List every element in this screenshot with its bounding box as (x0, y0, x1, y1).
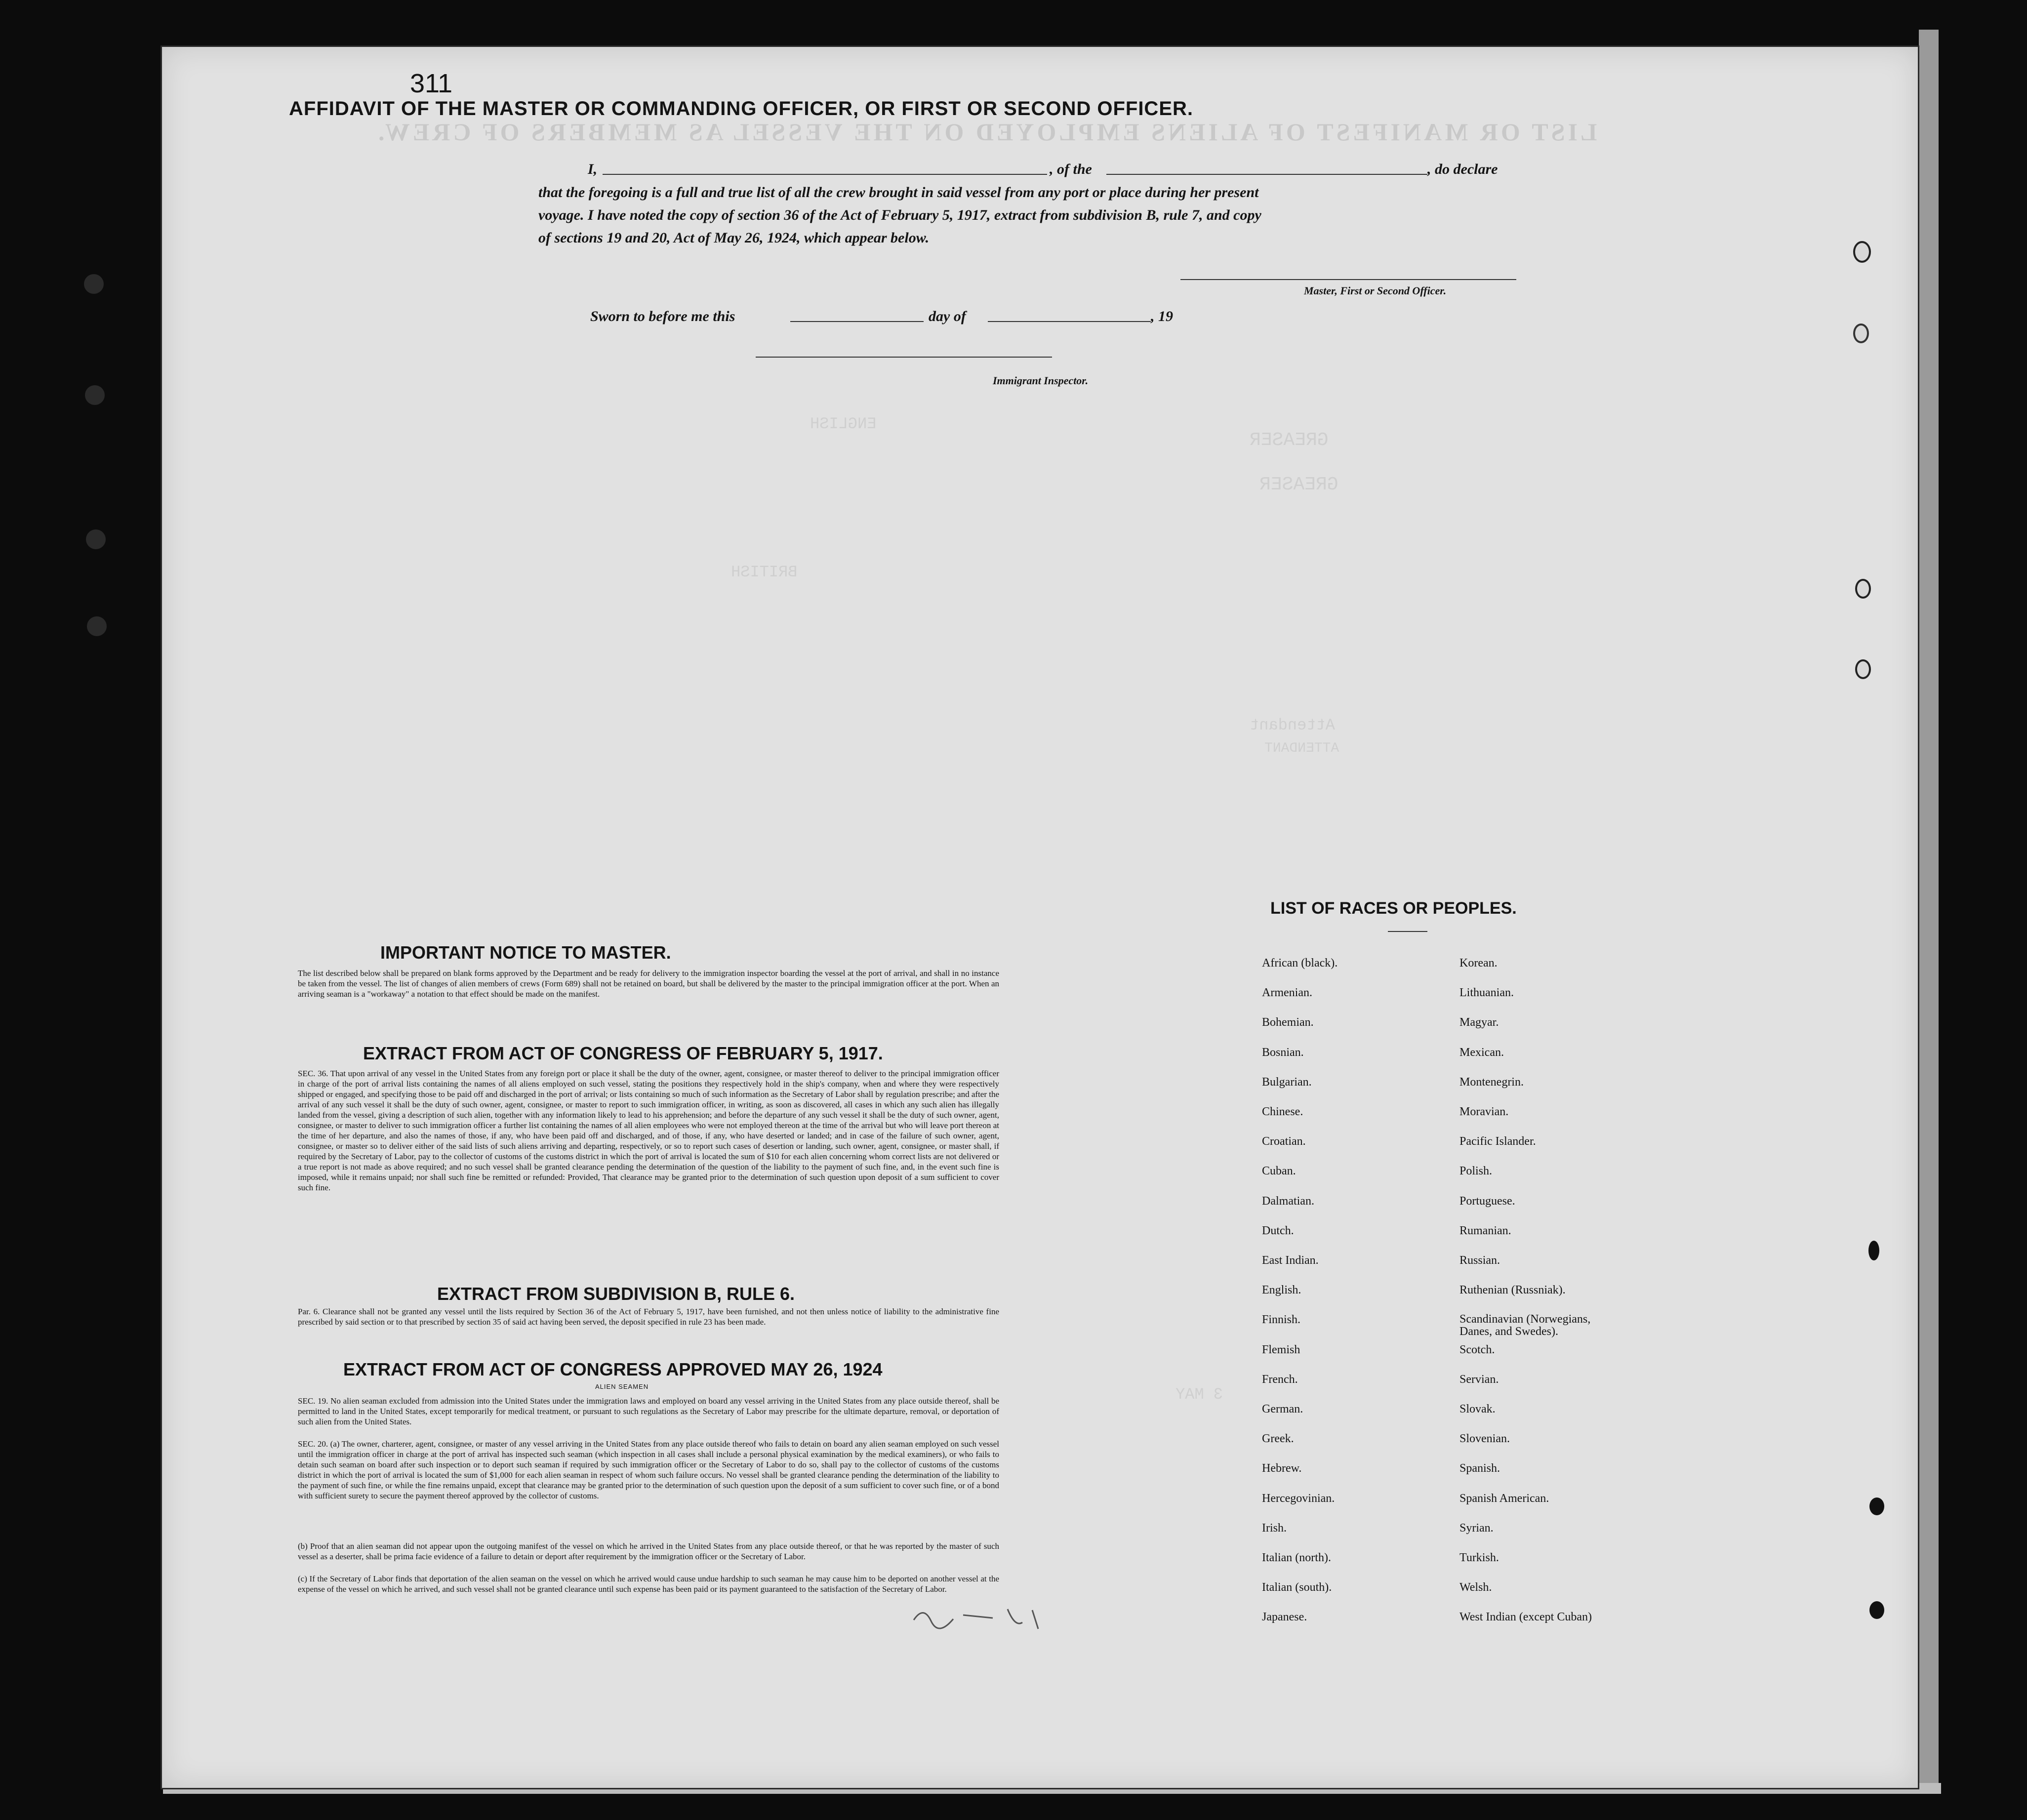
extract-1924-sec19: SEC. 19. No alien seaman excluded from admission into the United States under the immigration laws and employed on board any vessel arriving in the United States from any place outside thereof, shall be permitted to land in the United States, except temporarily for medical treatment, or pursuant to such regulations as the Secretary of Labor may prescribe for the ultimate departure, removal, or deportation of such alien from the United States. (298, 1396, 999, 1426)
race-item: Italian (south). (1262, 1581, 1332, 1594)
affidavit-line-3: voyage. I have noted the copy of section 36 of the Act of February 5, 1917, extract from subdivision B, rule 7, and copy (538, 207, 1261, 223)
race-item: Cuban. (1262, 1165, 1296, 1178)
bleed-through-word: GREASER (1250, 430, 1329, 451)
declarant-label: I, (588, 161, 598, 177)
race-item: Korean. (1459, 957, 1498, 970)
race-item: East Indian. (1262, 1254, 1319, 1267)
binder-hole (1868, 1241, 1879, 1260)
important-notice-title: IMPORTANT NOTICE TO MASTER. (380, 942, 671, 963)
ring-punch (84, 274, 104, 294)
race-item: German. (1262, 1403, 1303, 1416)
manifest-page (161, 45, 1919, 1789)
extract-1924-sec20b: (b) Proof that an alien seaman did not appear upon the outgoing manifest of the vessel on which he arrived in the United States from any place outside thereof, or that he was reported by the master of such vessel as a deserter, shall be prima facie evidence of a failure to detain or deport after requirement by the immigration officer or the Secretary of Labor. (298, 1541, 999, 1561)
page-stack-edge (1919, 30, 1939, 1788)
race-item: Bosnian. (1262, 1046, 1304, 1059)
affidavit-title: AFFIDAVIT OF THE MASTER OR COMMANDING OFFICER, OR FIRST OR SECOND OFFICER. (289, 98, 1193, 120)
bleed-through-word: GREASER (1259, 474, 1338, 495)
master-signature-field[interactable] (1180, 279, 1516, 280)
important-notice-body: The list described below shall be prepared on blank forms approved by the Department and be ready for delivery to the immigration inspector boarding the vessel at the port of arrival, and shall in no instance be taken from the vessel. The list of changes of alien members of crews (Form 689) shall not be retained on board, but shall be delivered by the master to the principal immigration officer at the port. When an arriving seaman is a "workaway" a notation to that effect should be made on the manifest. (298, 969, 999, 999)
race-item: Hebrew. (1262, 1462, 1302, 1475)
race-item: French. (1262, 1373, 1298, 1386)
race-item: Lithuanian. (1459, 986, 1514, 1000)
race-item: Magyar. (1459, 1016, 1499, 1029)
race-item: Mexican. (1459, 1046, 1504, 1059)
inspector-signature-field[interactable] (756, 357, 1052, 358)
day-of-label: day of (929, 308, 966, 324)
vessel-of-label: , of the (1050, 161, 1092, 177)
extract-1917-title: EXTRACT FROM ACT OF CONGRESS OF FEBRUARY 5, 1917. (363, 1043, 883, 1063)
inspector-signature-label: Immigrant Inspector. (993, 374, 1089, 387)
race-item: Servian. (1459, 1373, 1499, 1386)
race-item: Ruthenian (Russniak). (1459, 1284, 1566, 1297)
race-item: Portuguese. (1459, 1194, 1515, 1208)
race-item: English. (1262, 1284, 1301, 1297)
race-item: Turkish. (1459, 1551, 1499, 1564)
extract-1924-title: EXTRACT FROM ACT OF CONGRESS APPROVED MAY 26, 1924 (343, 1359, 883, 1379)
year-label: , 19 (1151, 308, 1173, 324)
race-item: Russian. (1459, 1254, 1500, 1267)
binder-hole (1855, 659, 1871, 679)
bleed-through-word: ENGLISH (810, 415, 877, 433)
vessel-name-field[interactable] (1106, 174, 1427, 175)
declarant-name-field[interactable] (603, 174, 1047, 175)
binder-hole (1869, 1497, 1884, 1515)
extract-rule6-title: EXTRACT FROM SUBDIVISION B, RULE 6. (437, 1284, 795, 1304)
ring-punch (87, 616, 107, 636)
race-item: Montenegrin. (1459, 1075, 1524, 1089)
race-item: Dalmatian. (1262, 1194, 1314, 1208)
extract-1924-sec20a: SEC. 20. (a) The owner, charterer, agent, consignee, or master of any vessel arriving in the United States from any place outside thereof who fails to detain on board any alien seaman employed on such vessel until the immigration officer in charge at the port of arrival has inspected such seaman (which inspection in all cases shall include a personal physical examination by the medical examiners), or who fails to detain such seaman on board after such inspection or to deport such seaman if required by such immigration officer or the Secretary of Labor to do so, shall pay to the collector of customs of the customs district in which the port of arrival is located the sum of $1,000 for each alien seaman in respect of whom such failure occurs. No vessel shall be granted clearance pending the determination of the liability to the payment of such fine, or while the fine remains unpaid, except that clearance may be granted prior to the determination of such question upon the deposit of a sum sufficient to cover such fine, or of a bond with sufficient surety to secure the payment thereof approved by the collector of customs. (298, 1439, 999, 1500)
ring-punch (85, 385, 105, 405)
page-number: 311 (410, 69, 453, 98)
bleed-through-header: LIST OR MANIFEST OF ALIENS EMPLOYED ON THE VESSEL AS MEMBERS OF CREW. (375, 118, 1597, 146)
race-item: Welsh. (1459, 1581, 1492, 1594)
extract-1924-subtitle: ALIEN SEAMEN (595, 1383, 649, 1390)
race-item: Scotch. (1459, 1343, 1495, 1356)
master-signature-label: Master, First or Second Officer. (1304, 284, 1447, 297)
sworn-label: Sworn to before me this (590, 308, 735, 324)
race-item: Dutch. (1262, 1224, 1294, 1237)
race-item: Finnish. (1262, 1313, 1301, 1327)
extract-1924-sec20c: (c) If the Secretary of Labor finds that deportation of the alien seaman on the vessel on which he arrived would cause undue hardship to such seaman he may cause him to be deported on another vessel at the expense of the vessel on which he arrived, and such vessel shall not be granted clearance until such expense has been paid or its payment guaranteed to the satisfaction of the Secretary of Labor. (298, 1574, 999, 1594)
race-item: Bohemian. (1262, 1016, 1314, 1029)
bleed-through-word: BRITISH (731, 563, 798, 581)
extract-1917-body: SEC. 36. That upon arrival of any vessel in the United States from any foreign port or place it shall be the duty of the owner, agent, consignee, or master thereof to deliver to the principal immigration officer in charge of the port of arrival lists containing the names of all aliens employed on such vessel, stating the positions they respectively hold in the ship's company, when and where they were respectively shipped or engaged, and specifying those to be paid off and discharged in the port of arrival; or lists containing so much of such information as the Secretary of Labor shall by regulation prescribe; and after the arrival of any such vessel it shall be the duty of such owner, agent, consignee, or master to report to such immigration officer, in writing, as soon as discovered, all cases in which any such alien has illegally landed from the vessel, giving a description of such alien, together with any information likely to lead to his apprehension; and before the departure of any such vessel it shall be the duty of such owner, agent, consignee, or master to deliver to such immigration officer a further list containing the names of all alien employees who were not employed thereon at the time of the arrival but who will leave port thereon at the time of her departure, and also the names of those, if any, who have been paid off and discharged, and of those, if any, who have deserted or landed; and in case of the failure of such owner, agent, consignee, or master so to deliver either of the said lists of such aliens arriving and departing, respectively, or so to report such cases of desertion or landing, such owner, agent, consignee, or master shall, if required by the Secretary of Labor, pay to the collector of customs of the customs district in which the port of arrival is located the sum of $10 for each alien concerning whom correct lists are not delivered or a true report is not made as above required; and no such vessel shall be granted clearance pending the determination of the question of the liability to the payment of such fine, and, in the event such fine is imposed, while it remains unpaid; nor shall such fine be remitted or refunded: Provided, That clearance may be granted prior to the determination of such question upon deposit of a sum sufficient to cover such fine. (298, 1069, 999, 1192)
race-item: Greek. (1262, 1432, 1294, 1446)
race-item: Polish. (1459, 1165, 1493, 1178)
races-title: LIST OF RACES OR PEOPLES. (1270, 899, 1517, 918)
binder-hole (1869, 1601, 1884, 1619)
sworn-month-field[interactable] (988, 321, 1151, 322)
ring-punch (86, 529, 106, 549)
race-item: Rumanian. (1459, 1224, 1511, 1237)
race-item: Croatian. (1262, 1135, 1306, 1148)
race-item: Armenian. (1262, 986, 1312, 1000)
race-item: Spanish American. (1459, 1492, 1549, 1505)
extract-rule6-body: Par. 6. Clearance shall not be granted any vessel until the lists required by Section 36 of the Act of February 5, 1917, have been furnished, and not then unless notice of liability to the administrative fine prescribed by said section or to that prescribed by section 35 of said act having been served, the deposit specified in rule 23 has been made. (298, 1307, 999, 1327)
binder-hole (1853, 324, 1869, 343)
bleed-through-word: ATTENDANT (1264, 741, 1339, 756)
race-item: African (black). (1262, 957, 1338, 970)
do-declare-label: , do declare (1427, 161, 1498, 177)
bleed-through-word: Attendant (1250, 716, 1335, 734)
races-title-underline (1388, 931, 1427, 932)
race-item: Italian (north). (1262, 1551, 1331, 1564)
bleed-through-word: 3 MAY (1176, 1385, 1223, 1404)
race-item: Slovak. (1459, 1403, 1496, 1416)
race-item: Moravian. (1459, 1105, 1509, 1118)
race-item: Chinese. (1262, 1105, 1303, 1118)
race-item: Spanish. (1459, 1462, 1500, 1475)
race-item: West Indian (except Cuban) (1459, 1611, 1592, 1624)
affidavit-line-2: that the foregoing is a full and true list of all the crew brought in said vessel from any port or place during her present (538, 184, 1259, 201)
race-item: Hercegovinian. (1262, 1492, 1335, 1505)
race-item: Syrian. (1459, 1521, 1494, 1535)
race-item: Flemish (1262, 1343, 1300, 1356)
binder-hole (1855, 579, 1871, 599)
pencil-scribble (909, 1600, 1052, 1635)
race-item: Bulgarian. (1262, 1075, 1312, 1089)
sworn-day-field[interactable] (790, 321, 924, 322)
race-item: Irish. (1262, 1521, 1287, 1535)
affidavit-line-4: of sections 19 and 20, Act of May 26, 1924, which appear below. (538, 230, 930, 246)
race-item: Slovenian. (1459, 1432, 1510, 1446)
race-item: Pacific Islander. (1459, 1135, 1536, 1148)
race-item: Japanese. (1262, 1611, 1307, 1624)
binder-hole (1853, 241, 1871, 263)
race-item: Scandinavian (Norwegians, Danes, and Swedes). (1459, 1313, 1591, 1338)
